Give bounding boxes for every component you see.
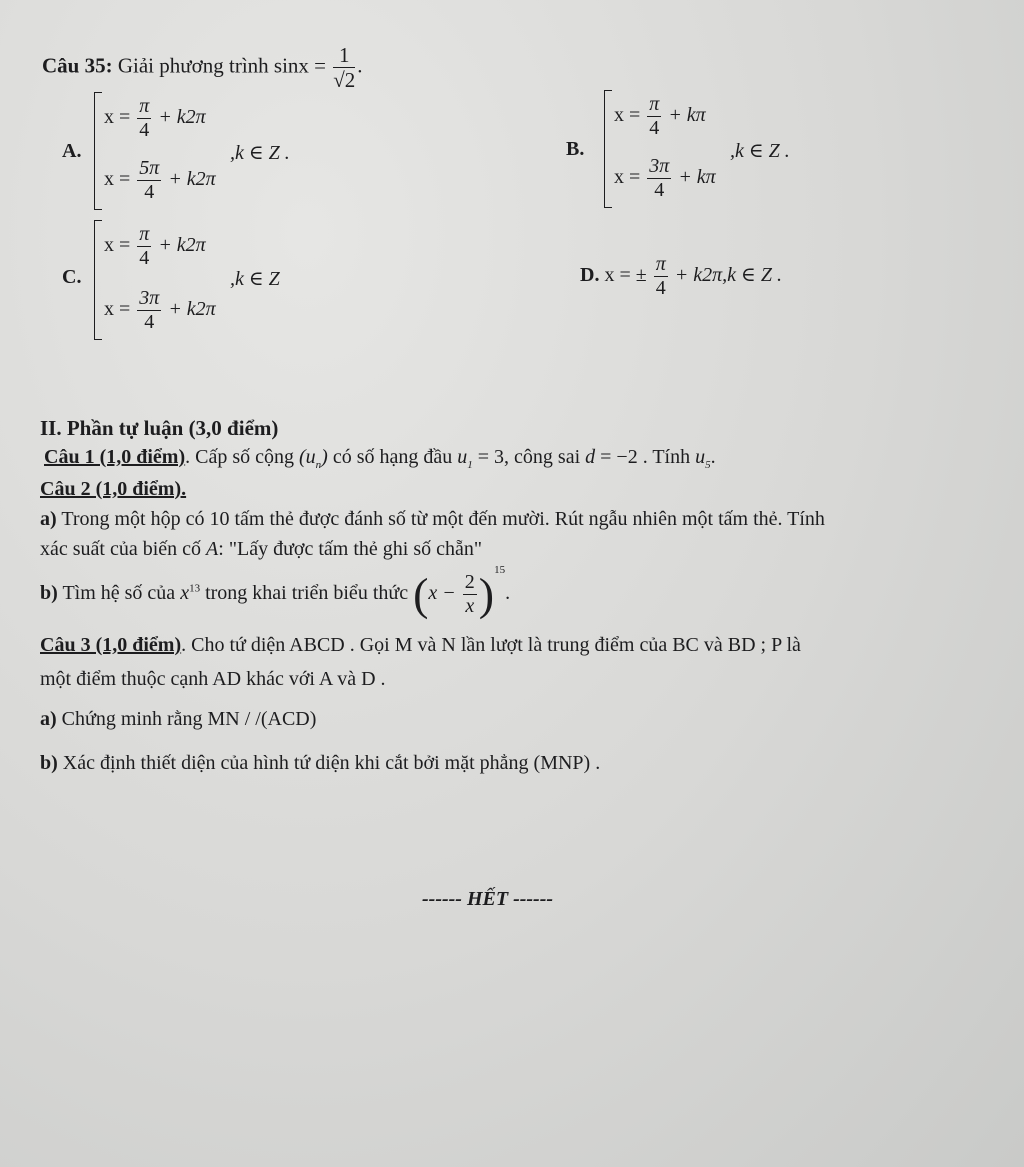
option-c-condition: ,k ∈ Z <box>230 268 280 290</box>
question-35-lhs: sinx = <box>273 53 327 78</box>
option-d-pre: x = ± <box>604 264 647 287</box>
option-a-line2-post: + k2π <box>168 168 216 191</box>
question-2b-mid: trong khai triển biểu thức <box>205 582 409 604</box>
first-term-sub: 1 <box>467 459 473 471</box>
question-1-text-4: = −2 . Tính <box>600 446 691 468</box>
option-a-line1-den: 4 <box>139 119 150 141</box>
option-c-line2-post: + k2π <box>168 298 216 321</box>
expression-num: 2 <box>464 570 475 593</box>
option-c-line1-fraction <box>137 224 151 269</box>
question-3-line2: một điểm thuộc cạnh AD khác với A và D . <box>40 668 386 690</box>
option-c-line2-num: 3π <box>139 287 160 309</box>
option-b-line2-fraction <box>647 156 671 201</box>
option-a-line2-den: 4 <box>144 181 155 203</box>
end-marker: ------ HẾT ------ <box>422 888 554 910</box>
option-a-condition: ,k ∈ Z . <box>230 142 290 164</box>
option-c-line1-num: π <box>139 223 150 245</box>
question-35-end: . <box>357 53 363 78</box>
question-2a-line2 <box>40 538 482 561</box>
option-c-line1-post: + k2π <box>158 234 206 257</box>
question-2b-end: . <box>505 582 511 604</box>
common-difference: d <box>585 446 596 468</box>
option-d-den: 4 <box>655 277 666 299</box>
option-b-line1 <box>614 94 706 139</box>
question-1-text-3: = 3, công sai <box>477 446 581 468</box>
option-a-line2-num: 5π <box>139 157 160 179</box>
option-d-post: + k2π,k ∈ Z . <box>674 264 782 287</box>
question-3-line1 <box>40 634 801 657</box>
power-base: x <box>180 582 190 604</box>
option-b-line1-den: 4 <box>649 117 660 139</box>
event-variable: A <box>206 538 219 560</box>
expression-fraction <box>463 572 477 617</box>
question-35-text: Giải phương trình <box>117 53 269 78</box>
first-term-u: u <box>457 446 468 468</box>
question-1-text-2: có số hạng đầu <box>332 446 453 468</box>
option-b-line1-post: + kπ <box>668 104 706 127</box>
power-exponent: 13 <box>189 582 201 595</box>
option-c-bracket <box>94 220 102 340</box>
option-c-line2 <box>104 288 216 333</box>
option-b-line1-num: π <box>649 93 660 115</box>
option-c-line1 <box>104 224 206 269</box>
option-c-line1-den: 4 <box>139 247 150 269</box>
paren-open: ( <box>413 568 429 620</box>
fifth-term-u: u <box>695 446 706 468</box>
question-3a-text: Chứng minh rằng MN / /(ACD) <box>61 708 317 730</box>
option-b-line2-num: 3π <box>649 155 670 177</box>
sequence-un <box>299 446 328 471</box>
fifth-term-sub: 5 <box>705 459 711 471</box>
fifth-term <box>695 446 711 471</box>
fraction-numerator: 1 <box>333 44 355 68</box>
option-a-line1-post: + k2π <box>158 106 206 129</box>
expression-power: 15 <box>494 564 506 576</box>
option-c-line1-pre: x = <box>104 234 131 257</box>
option-a-line1-pre: x = <box>104 106 131 129</box>
option-a-line1 <box>104 96 206 141</box>
question-1-text-1: . Cấp số cộng <box>185 446 294 468</box>
question-2a-line1 <box>40 508 825 531</box>
expression-den: x <box>465 594 475 617</box>
question-3b-text: Xác định thiết diện của hình tứ diện khi cắt bởi mặt phẳng (MNP) . <box>62 752 601 774</box>
question-1-label: Câu 1 (1,0 điểm) <box>44 446 186 468</box>
option-b-line2-pre: x = <box>614 166 641 189</box>
sequence-un-open: (u <box>299 446 316 468</box>
question-3-label: Câu 3 (1,0 điểm) <box>40 634 182 656</box>
question-2a-line2-post: : "Lấy được tấm thẻ ghi số chẵn" <box>218 538 483 560</box>
question-2b <box>40 564 511 620</box>
question-2a-label: a) <box>40 508 57 530</box>
option-a-bracket <box>94 92 102 210</box>
option-b-label: B. <box>566 138 585 160</box>
question-35 <box>42 44 363 91</box>
expression-x: x − <box>428 582 456 604</box>
option-a-line2 <box>104 158 216 203</box>
option-b-line2-post: + kπ <box>678 166 716 189</box>
sequence-un-close: ) <box>321 446 328 468</box>
question-3-text-1: . Cho tứ diện ABCD . Gọi M và N lần lượt là trung điểm của BC và BD ; P là <box>181 634 801 656</box>
option-d-fraction <box>654 254 668 299</box>
option-b-line2 <box>614 156 716 201</box>
option-b-line1-pre: x = <box>614 104 641 127</box>
option-a-line1-num: π <box>139 95 150 117</box>
sequence-un-sub: n <box>315 459 322 471</box>
question-3b <box>40 752 600 775</box>
option-d-num: π <box>655 253 666 275</box>
option-a-line2-fraction <box>137 158 161 203</box>
question-2b-pre: Tìm hệ số của <box>62 582 176 604</box>
option-c-label: C. <box>62 266 82 288</box>
option-a-line2-pre: x = <box>104 168 131 191</box>
option-b-line1-fraction <box>647 94 661 139</box>
option-b-line2-den: 4 <box>654 179 665 201</box>
option-b-bracket <box>604 90 612 208</box>
option-c-line2-pre: x = <box>104 298 131 321</box>
option-a-label: A. <box>62 140 82 162</box>
option-c-line2-fraction <box>137 288 161 333</box>
part2-question-1 <box>44 446 716 471</box>
question-2-label: Câu 2 (1,0 điểm). <box>40 478 187 500</box>
question-35-fraction <box>333 44 355 91</box>
first-term <box>457 446 473 471</box>
option-d <box>580 254 782 299</box>
paren-close: ) <box>478 568 495 620</box>
option-b-condition: ,k ∈ Z . <box>730 140 790 162</box>
question-3a <box>40 708 316 731</box>
question-35-label: Câu 35: <box>42 53 113 78</box>
question-3a-label: a) <box>40 708 57 730</box>
question-2b-label: b) <box>40 582 58 604</box>
part2-heading: II. Phần tự luận (3,0 điểm) <box>40 416 279 440</box>
option-d-label: D. <box>580 264 600 287</box>
question-1-end: . <box>710 446 716 468</box>
option-a-line1-fraction <box>137 96 151 141</box>
fraction-denominator: √2 <box>333 68 356 93</box>
question-3b-label: b) <box>40 752 58 774</box>
question-2a-line2-pre: xác suất của biến cố <box>40 538 202 560</box>
option-c-line2-den: 4 <box>144 311 155 333</box>
question-2a-text: Trong một hộp có 10 tấm thẻ được đánh số từ một đến mười. Rút ngẫu nhiên một tấm thẻ. Tính <box>61 508 825 530</box>
